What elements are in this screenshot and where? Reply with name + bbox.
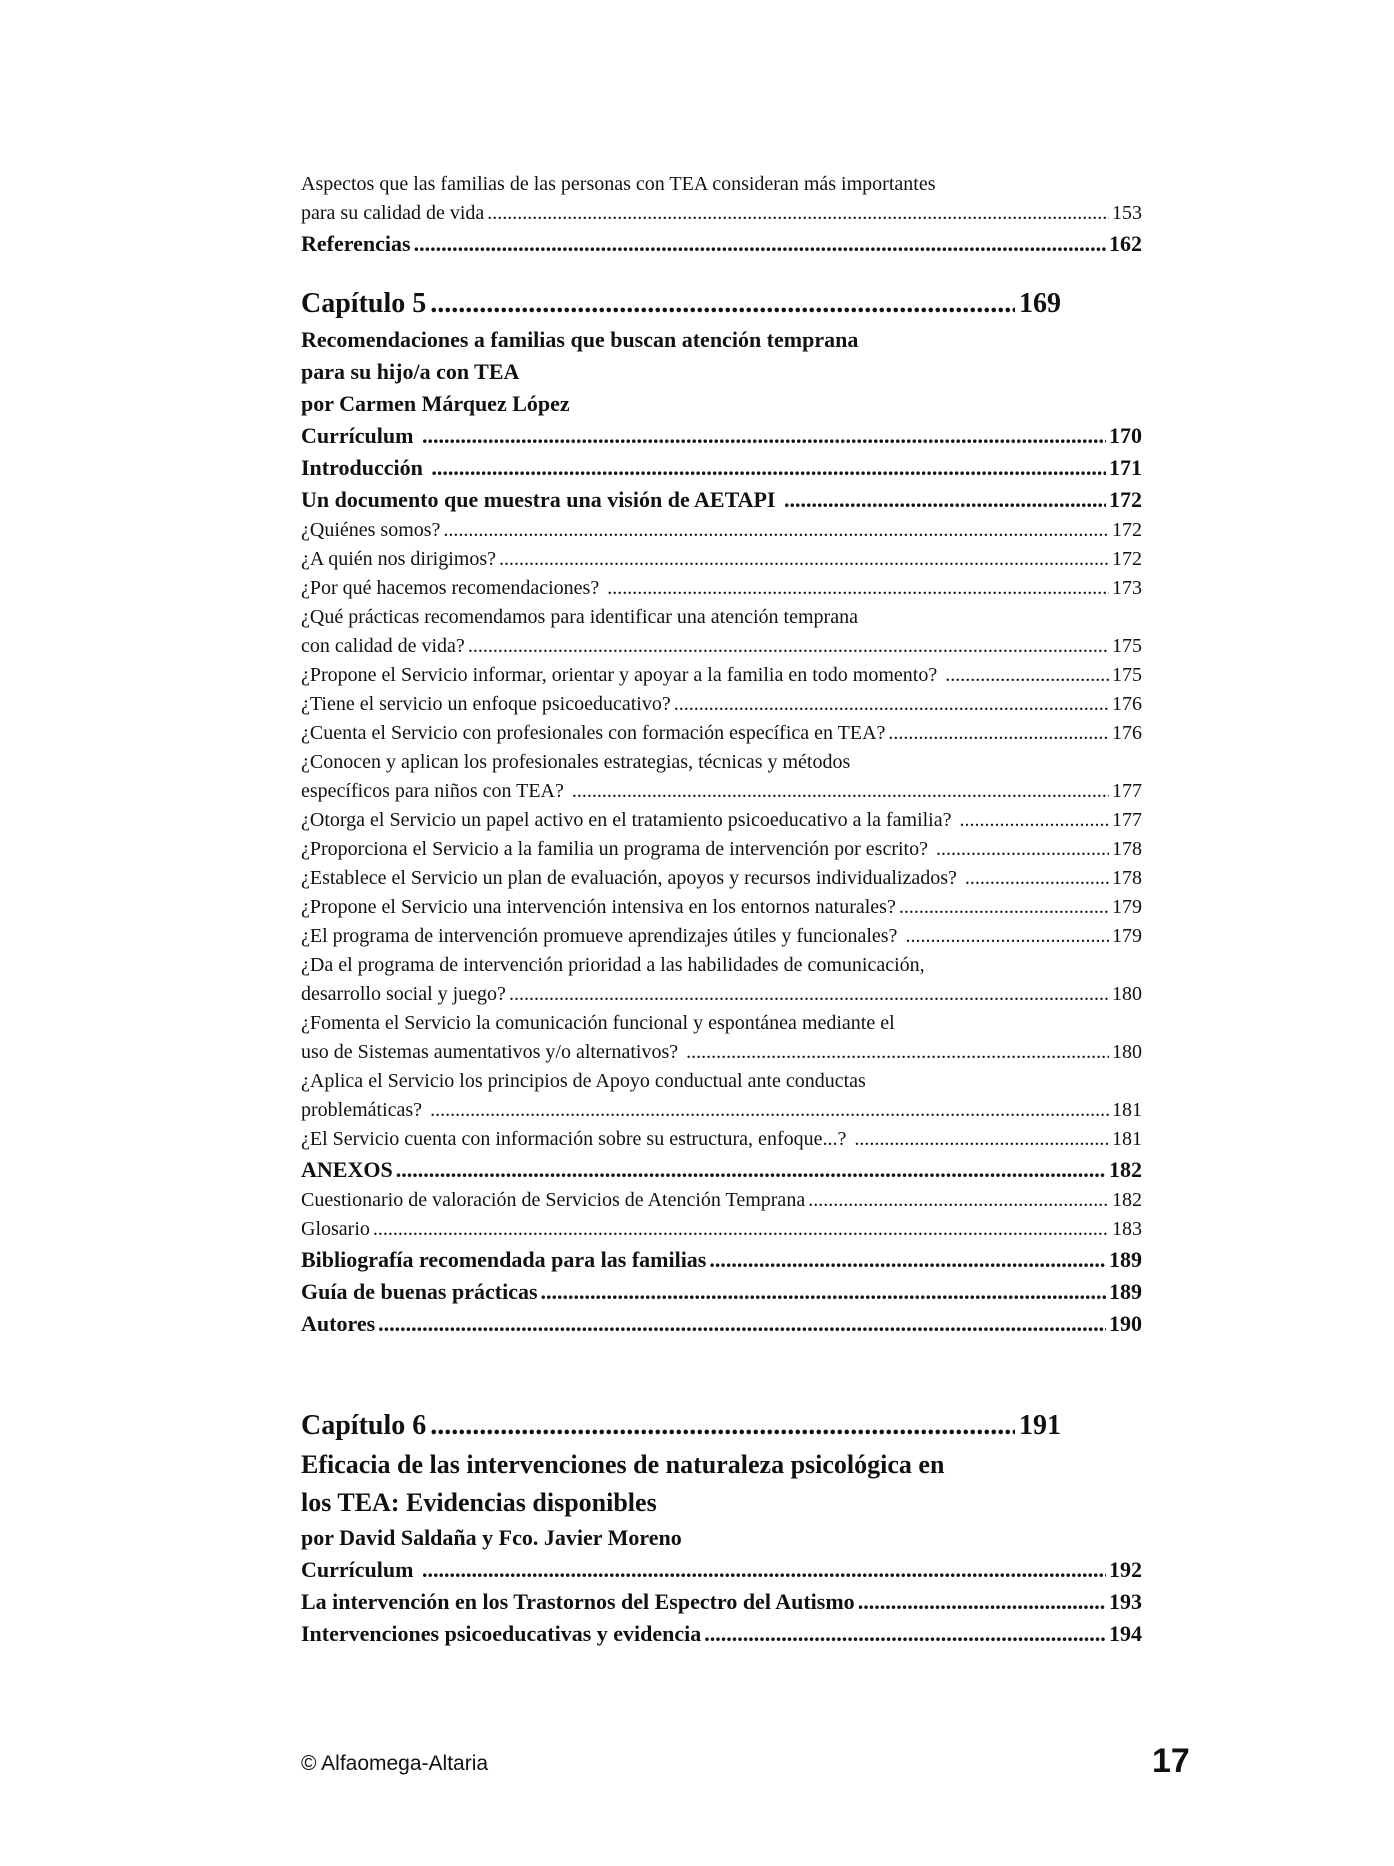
toc-entry-text: Currículum <box>301 1557 419 1582</box>
toc-entry[interactable] <box>301 545 1142 574</box>
toc-entry-page: 193 <box>1109 1589 1142 1614</box>
toc-entry[interactable] <box>301 661 1142 690</box>
table-of-contents <box>301 170 1142 1650</box>
toc-entry-major[interactable] <box>301 420 1142 452</box>
toc-entry-text: Aspectos que las familias de las personas con TEA consideran más importantes <box>301 173 936 195</box>
toc-entry-text: ¿Aplica el Servicio los principios de Apoyo conductual ante conductas <box>301 1070 866 1092</box>
toc-entry-text: Introducción <box>301 455 429 480</box>
toc-entry[interactable] <box>301 980 1142 1009</box>
dot-leader <box>430 284 1015 324</box>
toc-entry-major[interactable] <box>301 1154 1142 1186</box>
toc-entry-text: ¿Proporciona el Servicio a la familia un programa de intervención por escrito? <box>301 838 933 860</box>
page-number: 17 <box>1152 1742 1190 1780</box>
toc-entry-text: problemáticas? <box>301 1099 428 1121</box>
chapter-page: 169 <box>1019 288 1061 319</box>
toc-entry-major[interactable] <box>301 1244 1142 1276</box>
toc-entry-page: 176 <box>1112 693 1142 715</box>
toc-entry[interactable] <box>301 632 1142 661</box>
chapter-subtitle: Recomendaciones a familias que buscan atención temprana <box>301 327 859 352</box>
dot-leader <box>378 1308 1106 1340</box>
chapter-subtitle: para su hijo/a con TEA <box>301 359 520 384</box>
toc-entry-text: Currículum <box>301 423 419 448</box>
dot-leader <box>960 806 1110 835</box>
dot-leader <box>854 1125 1109 1154</box>
dot-leader <box>704 1618 1106 1650</box>
dot-leader <box>674 690 1109 719</box>
toc-entry-line <box>301 603 1142 632</box>
toc-entry-page: 180 <box>1112 983 1142 1005</box>
toc-entry-page: 171 <box>1109 455 1142 480</box>
toc-entry-text: ¿El programa de intervención promueve aprendizajes útiles y funcionales? <box>301 925 903 947</box>
toc-entry[interactable] <box>301 806 1142 835</box>
dot-leader <box>414 228 1106 260</box>
toc-entry-line <box>301 1067 1142 1096</box>
toc-entry-text: específicos para niños con TEA? <box>301 780 569 802</box>
dot-leader <box>430 1096 1109 1125</box>
dot-leader <box>468 632 1109 661</box>
dot-leader <box>443 516 1109 545</box>
dot-leader <box>396 1154 1106 1186</box>
toc-entry-page: 172 <box>1109 487 1142 512</box>
dot-leader <box>541 1276 1106 1308</box>
chapter-6-heading[interactable] <box>301 1406 1061 1446</box>
toc-entry-major[interactable] <box>301 1618 1142 1650</box>
toc-entry[interactable] <box>301 1125 1142 1154</box>
dot-leader <box>858 1586 1106 1618</box>
toc-entry-text: ¿Establece el Servicio un plan de evaluación, apoyos y recursos individualizados? <box>301 867 962 889</box>
dot-leader <box>709 1244 1106 1276</box>
toc-entry-page: 182 <box>1109 1157 1142 1182</box>
dot-leader <box>888 719 1109 748</box>
toc-entry-text: ¿Otorga el Servicio un papel activo en el tratamiento psicoeducativo a la familia? <box>301 809 957 831</box>
toc-entry-text: con calidad de vida? <box>301 635 465 657</box>
toc-entry-major[interactable] <box>301 1276 1142 1308</box>
toc-entry[interactable] <box>301 574 1142 603</box>
toc-entry-text: Bibliografía recomendada para las familias <box>301 1247 707 1272</box>
toc-entry-text: ¿Fomenta el Servicio la comunicación funcional y espontánea mediante el <box>301 1012 895 1034</box>
toc-entry-major[interactable] <box>301 228 1142 260</box>
toc-entry-text: Un documento que muestra una visión de AETAPI <box>301 487 781 512</box>
dot-leader <box>499 545 1109 574</box>
toc-entry[interactable] <box>301 777 1142 806</box>
dot-leader <box>945 661 1109 690</box>
toc-entry[interactable] <box>301 690 1142 719</box>
toc-entry-page: 172 <box>1112 519 1142 541</box>
toc-entry-major[interactable] <box>301 1554 1142 1586</box>
dot-leader <box>686 1038 1109 1067</box>
toc-entry[interactable] <box>301 893 1142 922</box>
toc-entry-page: 170 <box>1109 423 1142 448</box>
chapter-title: Capítulo 6 <box>301 1410 427 1441</box>
toc-entry-page: 175 <box>1112 664 1142 686</box>
chapter-subtitle: Eficacia de las intervenciones de naturaleza psicológica en <box>301 1450 945 1479</box>
toc-entry-text: uso de Sistemas aumentativos y/o alternativos? <box>301 1041 684 1063</box>
dot-leader <box>487 199 1109 228</box>
toc-entry-page: 178 <box>1112 838 1142 860</box>
toc-entry-page: 192 <box>1109 1557 1142 1582</box>
toc-entry[interactable] <box>301 922 1142 951</box>
dot-leader <box>373 1215 1109 1244</box>
toc-entry-major[interactable] <box>301 452 1142 484</box>
toc-entry-text: Intervenciones psicoeducativas y evidencia <box>301 1621 702 1646</box>
toc-entry-line <box>301 748 1142 777</box>
toc-entry-text: Guía de buenas prácticas <box>301 1279 538 1304</box>
toc-entry-page: 181 <box>1112 1128 1142 1150</box>
toc-entry-text: ¿Conocen y aplican los profesionales estrategias, técnicas y métodos <box>301 751 851 773</box>
toc-entry[interactable] <box>301 516 1142 545</box>
toc-entry-page: 190 <box>1109 1311 1142 1336</box>
dot-leader <box>422 420 1106 452</box>
toc-entry[interactable] <box>301 1038 1142 1067</box>
toc-entry-major[interactable] <box>301 484 1142 516</box>
toc-entry-page: 162 <box>1109 231 1142 256</box>
toc-entry-page: 180 <box>1112 1041 1142 1063</box>
toc-entry-page: 189 <box>1109 1247 1142 1272</box>
chapter-5-heading[interactable] <box>301 284 1061 324</box>
toc-entry-line <box>301 170 1142 199</box>
toc-entry-line <box>301 951 1142 980</box>
toc-entry[interactable] <box>301 719 1142 748</box>
toc-entry-text: Autores <box>301 1311 376 1336</box>
chapter-author: por Carmen Márquez López <box>301 391 570 416</box>
toc-entry-text: ¿Da el programa de intervención prioridad a las habilidades de comunicación, <box>301 954 925 976</box>
toc-entry[interactable] <box>301 864 1142 893</box>
toc-entry-line <box>301 1009 1142 1038</box>
toc-entry[interactable] <box>301 1186 1142 1215</box>
toc-entry-page: 194 <box>1109 1621 1142 1646</box>
toc-entry-page: 182 <box>1112 1189 1142 1211</box>
toc-entry[interactable] <box>301 1096 1142 1125</box>
toc-entry-text: ¿Qué prácticas recomendamos para identificar una atención temprana <box>301 606 858 628</box>
toc-entry-text: ¿Tiene el servicio un enfoque psicoeducativo? <box>301 693 671 715</box>
dot-leader <box>509 980 1109 1009</box>
dot-leader <box>422 1554 1106 1586</box>
toc-entry[interactable] <box>301 1215 1142 1244</box>
toc-entry-page: 173 <box>1112 577 1142 599</box>
toc-entry-page: 189 <box>1109 1279 1142 1304</box>
toc-entry-page: 179 <box>1112 925 1142 947</box>
toc-entry-page: 181 <box>1112 1099 1142 1121</box>
toc-entry-text: Glosario <box>301 1218 370 1240</box>
toc-entry-page: 178 <box>1112 867 1142 889</box>
toc-entry-text: La intervención en los Trastornos del Espectro del Autismo <box>301 1589 855 1614</box>
toc-entry-text: desarrollo social y juego? <box>301 983 506 1005</box>
toc-entry-page: 176 <box>1112 722 1142 744</box>
dot-leader <box>808 1186 1109 1215</box>
chapter-subtitle: los TEA: Evidencias disponibles <box>301 1488 657 1517</box>
toc-entry-major[interactable] <box>301 1308 1142 1340</box>
dot-leader <box>607 574 1109 603</box>
dot-leader <box>431 452 1106 484</box>
toc-entry-text: ANEXOS <box>301 1157 393 1182</box>
toc-entry[interactable] <box>301 199 1142 228</box>
toc-entry-page: 183 <box>1112 1218 1142 1240</box>
toc-entry-text: ¿Propone el Servicio una intervención intensiva en los entornos naturales? <box>301 896 896 918</box>
toc-entry-page: 179 <box>1112 896 1142 918</box>
dot-leader <box>572 777 1109 806</box>
toc-entry-text: ¿El Servicio cuenta con información sobre su estructura, enfoque...? <box>301 1128 852 1150</box>
dot-leader <box>965 864 1109 893</box>
chapter-author: por David Saldaña y Fco. Javier Moreno <box>301 1525 682 1550</box>
toc-entry-major[interactable] <box>301 1586 1142 1618</box>
toc-entry-page: 153 <box>1112 202 1142 224</box>
dot-leader <box>430 1406 1015 1446</box>
toc-entry-text: ¿Cuenta el Servicio con profesionales con formación específica en TEA? <box>301 722 886 744</box>
footer-publisher: © Alfaomega-Altaria <box>301 1752 489 1775</box>
toc-entry-page: 172 <box>1112 548 1142 570</box>
toc-entry-text: ¿Quiénes somos? <box>301 519 441 541</box>
chapter-page: 191 <box>1019 1410 1061 1441</box>
toc-entry-text: Cuestionario de valoración de Servicios de Atención Temprana <box>301 1189 806 1211</box>
toc-entry-page: 177 <box>1112 780 1142 802</box>
toc-entry-page: 177 <box>1112 809 1142 831</box>
toc-entry[interactable] <box>301 835 1142 864</box>
dot-leader <box>899 893 1109 922</box>
toc-entry-page: 175 <box>1112 635 1142 657</box>
toc-entry-text: Referencias <box>301 231 411 256</box>
dot-leader <box>784 484 1106 516</box>
toc-entry-text: ¿A quién nos dirigimos? <box>301 548 496 570</box>
chapter-title: Capítulo 5 <box>301 288 427 319</box>
toc-entry-text: para su calidad de vida <box>301 202 485 224</box>
dot-leader <box>936 835 1109 864</box>
dot-leader <box>905 922 1109 951</box>
toc-entry-text: ¿Propone el Servicio informar, orientar y apoyar a la familia en todo momento? <box>301 664 943 686</box>
toc-entry-text: ¿Por qué hacemos recomendaciones? <box>301 577 605 599</box>
